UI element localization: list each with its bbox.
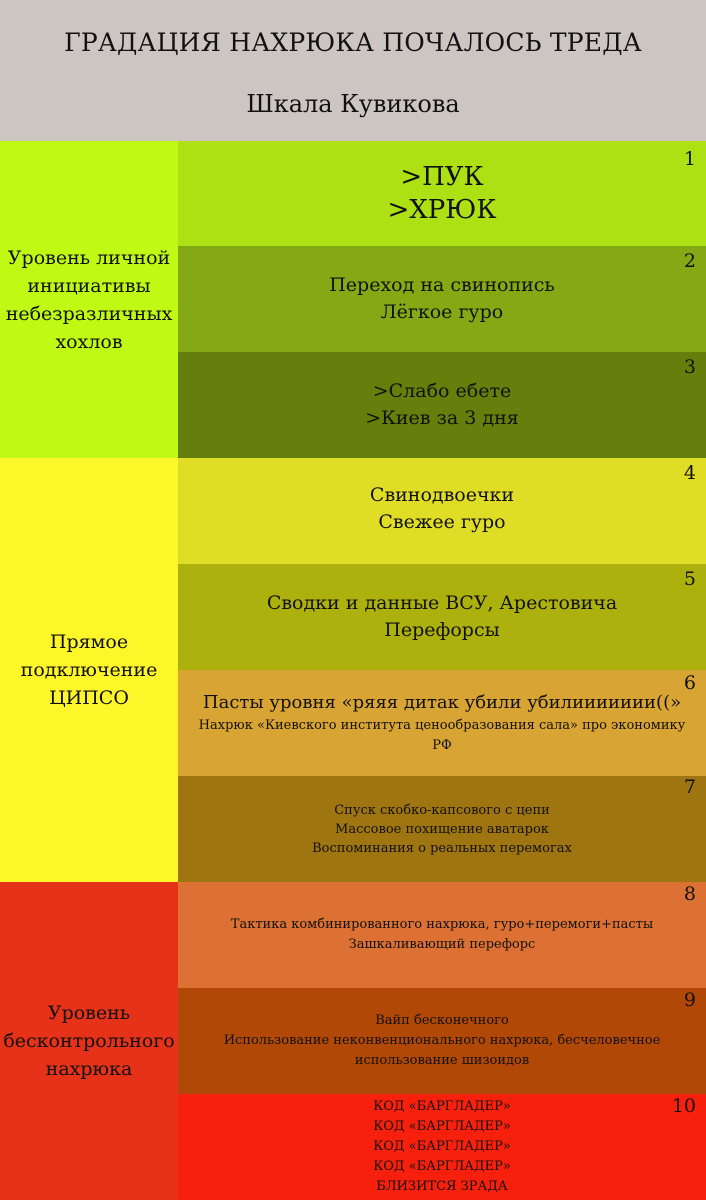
- level-text-line: Воспоминания о реальных перемогах: [312, 840, 572, 856]
- level-text-line: Свинодвоечки: [369, 484, 515, 506]
- group-label-line: бесконтрольного: [3, 1030, 175, 1052]
- level-row-5: [178, 564, 706, 670]
- group-label-line: небезразличных: [5, 302, 173, 325]
- group-label-line: хохлов: [55, 330, 123, 353]
- level-text-line: Использование неконвенционального нахрюка, бесчеловечное: [223, 1033, 661, 1048]
- level-number: 3: [683, 356, 696, 378]
- level-text-line: Вайп бесконечного: [375, 1013, 509, 1028]
- level-text-line: БЛИЗИТСЯ ЗРАДА: [376, 1179, 508, 1194]
- group-label-line: инициативы: [27, 274, 151, 297]
- group-label-line: Уровень личной: [7, 246, 171, 269]
- page-subtitle: Шкала Кувикова: [246, 90, 460, 118]
- level-text-line: использование шизоидов: [354, 1053, 530, 1068]
- level-text-line: КОД «БАРГЛАДЕР»: [373, 1099, 511, 1114]
- level-number: 1: [683, 148, 696, 170]
- level-text-line: >ХРЮК: [387, 194, 497, 225]
- header: [0, 0, 706, 141]
- level-number: 5: [683, 568, 696, 590]
- level-number: 4: [683, 462, 696, 484]
- level-text-line: Сводки и данные ВСУ, Арестовича: [266, 592, 618, 614]
- level-number: 8: [683, 883, 696, 905]
- level-row-8: [178, 882, 706, 988]
- level-text-line: Пасты уровня «ряяя дитак убили убилиииииии((»: [202, 692, 682, 713]
- level-text-line: Перефорсы: [384, 619, 500, 641]
- level-text-line: Спуск скобко-капсового с цепи: [334, 802, 550, 818]
- level-text-line: Нахрюк «Киевского института ценообразования сала» про экономику: [198, 718, 686, 733]
- level-number: 10: [671, 1095, 696, 1117]
- level-text-line: Переход на свинопись: [329, 274, 555, 296]
- group-label-line: ЦИПСО: [49, 687, 129, 709]
- level-number: 9: [683, 989, 696, 1011]
- group-label-line: нахрюка: [45, 1058, 133, 1080]
- group-uncontrolled: [0, 882, 178, 1200]
- page-title: ГРАДАЦИЯ НАХРЮКА ПОЧАЛОСЬ ТРЕДА: [64, 28, 642, 57]
- level-row-1: [178, 141, 706, 246]
- level-text-line: Свежее гуро: [378, 511, 506, 533]
- level-row-10: [178, 1094, 706, 1200]
- group-direct-connection: [0, 458, 178, 882]
- level-row-4: [178, 458, 706, 564]
- level-text-line: РФ: [432, 738, 452, 753]
- level-text-line: Массовое похищение аватарок: [335, 821, 549, 837]
- level-row-7: [178, 776, 706, 882]
- level-text-line: >Слабо ебете: [372, 380, 512, 402]
- level-number: 6: [683, 672, 696, 694]
- level-row-3: [178, 352, 706, 458]
- level-text-line: КОД «БАРГЛАДЕР»: [373, 1159, 511, 1174]
- level-text-line: Лёгкое гуро: [380, 301, 504, 323]
- group-label-line: Уровень: [47, 1002, 131, 1024]
- level-text-line: Тактика комбинированного нахрюка, гуро+перемоги+пасты: [230, 917, 654, 932]
- level-text-line: Зашкаливающий перефорс: [348, 937, 536, 952]
- level-row-6: [178, 670, 706, 776]
- level-text-line: КОД «БАРГЛАДЕР»: [373, 1119, 511, 1134]
- level-row-9: [178, 988, 706, 1094]
- level-row-2: [178, 246, 706, 352]
- level-number: 7: [683, 776, 696, 798]
- group-personal-initiative: [0, 141, 178, 458]
- level-text-line: >Киев за 3 дня: [365, 407, 519, 429]
- level-number: 2: [683, 250, 696, 272]
- group-label-line: Прямое: [49, 631, 129, 653]
- level-text-line: КОД «БАРГЛАДЕР»: [373, 1139, 511, 1154]
- group-label-line: подключение: [20, 659, 158, 681]
- level-text-line: >ПУК: [400, 161, 484, 192]
